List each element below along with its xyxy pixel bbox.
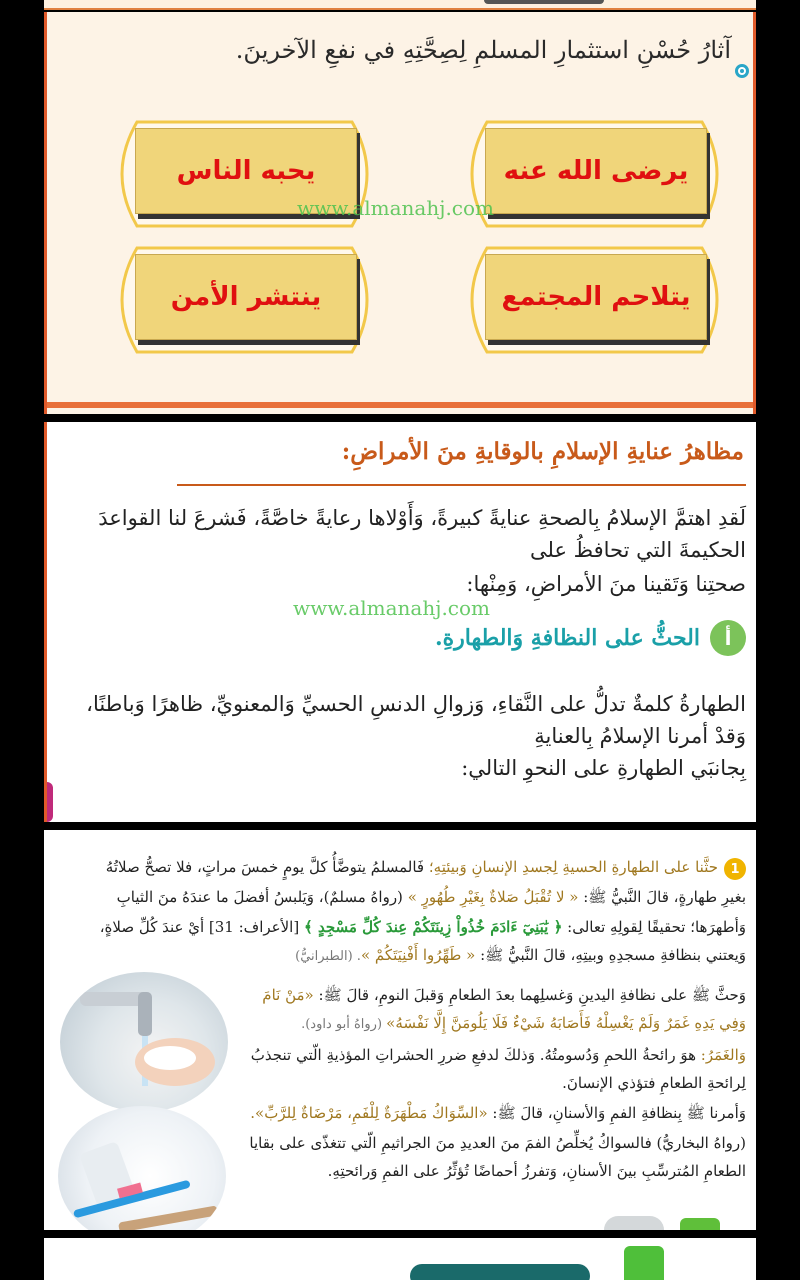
line-text: فَالمسلمُ يتوضَّأُ كلَّ يومٍ خمسَ مراتٍ، فلا تصحُّ صلاتُهُ xyxy=(105,858,425,876)
slide-title: آثارُ حُسْنِ استثمارِ المسلمِ لِصِحَّتِهِ في نفعِ الآخرينَ. xyxy=(235,36,731,64)
text-line-2 xyxy=(52,886,746,908)
line-text: (رواهُ مسلمٌ)، وَيَلبسُ أفضلَ ما عندَهُ منَ الثيابِ xyxy=(116,888,408,906)
text-line-7 xyxy=(52,1044,746,1066)
purity-paragraph-line-1: الطهارةُ كلمةٌ تدلُّ على النَّقاءِ، وَزوالِ الدنسِ الحسيِّ وَالمعنويِّ، ظاهرًا وَباطنًا، وَقدْ أمرنا الإسلامُ بِالعنايةِ xyxy=(86,692,746,748)
text-line-4 xyxy=(52,944,746,968)
line-text: وَحثَّ ﷺ على نظافةِ اليدينِ وَغسلِهما بعدَ الطعامِ وَقبلَ النومِ، قالَ ﷺ: xyxy=(313,986,746,1004)
source-citation: . (الطبرانيُّ) xyxy=(295,949,361,964)
purity-paragraph-line-2: بِجانبَي الطهارةِ على النحوِ التالي: xyxy=(461,756,746,780)
strip-fragment xyxy=(484,0,604,4)
hadith-quote: وَفِي يَدِهِ غَمَرٌ وَلَمْ يَغْسِلْهُ فَأَصَابَهُ شَيْءٌ فَلَا يَلُومَنَّ إِلَّا نَفْسَهُ» xyxy=(386,1014,746,1032)
line-text: وَيعتني بنظافةِ مسجدِهِ وبيتِهِ، قالَ النَّبيُّ ﷺ: xyxy=(475,946,746,964)
text-line-5 xyxy=(52,984,746,1006)
slide-effects-of-health xyxy=(44,12,756,414)
effect-label: يتلاحم المجتمع xyxy=(485,254,707,340)
hadith-quote: «مَنْ نَامَ xyxy=(262,986,314,1004)
line-text: وَأطهرَها؛ تحقيقًا لِقولِهِ تعالى: xyxy=(562,918,746,936)
term-label: وَالغَمَرُ: xyxy=(696,1046,746,1064)
hadith-quote: « طَهِّرُوا أَفْنِيَتَكُمْ » xyxy=(360,946,476,964)
effect-label: ينتشر الأمن xyxy=(135,254,357,340)
text-line-11: الطعامِ المُترسِّبِ بينَ الأسنانِ، وَتفرزُ أحماضًا تُؤثِّرُ على الفمِ وَرائحتِهِ. xyxy=(327,1162,746,1180)
next-page-fragment xyxy=(44,1238,756,1280)
intro-paragraph-line-2: صحتِنا وَتَقينا منَ الأمراضِ، وَمِنْها: xyxy=(466,572,746,596)
text-line-9 xyxy=(52,1102,746,1124)
effect-label: يحبه الناس xyxy=(135,128,357,214)
effect-box-4 xyxy=(107,244,382,356)
subheading-text: الحثُّ على النظافةِ وَالطهارةِ. xyxy=(435,625,700,651)
text-line-6 xyxy=(52,1012,746,1036)
watermark: www.almanahj.com xyxy=(293,596,491,620)
text-line-10: (رواهُ البخاريُّ) فالسواكُ يُخلِّصُ الفمَ منَ العديدِ منَ الجراثيمِ الّتي تتغذّى على بقايا xyxy=(249,1134,746,1152)
line-text: هوَ رائحةُ اللحمِ وَدُسومتُهُ. وَذلكَ لدفعِ ضررِ الحشراتِ المؤذيةِ الّتي تنجذبُ xyxy=(250,1046,696,1064)
page-edge-tab xyxy=(47,782,53,822)
line-text: [الأعراف: 31] أيْ عندَ كُلِّ صلاةٍ، xyxy=(99,918,304,936)
heading-underline xyxy=(177,484,746,486)
effect-label: يرضى الله عنه xyxy=(485,128,707,214)
slide-disease-prevention xyxy=(44,422,756,822)
bullet-icon xyxy=(735,64,749,78)
subheading-cleanliness xyxy=(435,620,746,656)
text-line-3 xyxy=(52,916,746,938)
page-bottom-fragment xyxy=(604,1216,664,1230)
page-bottom-green-tab xyxy=(680,1218,720,1230)
line-text: وَأمرنا ﷺ بِنظافةِ الفمِ وَالأسنانِ، قالَ ﷺ: xyxy=(487,1104,746,1122)
effect-box-1 xyxy=(457,118,732,230)
decorative-green-block xyxy=(624,1246,664,1280)
subheading-number-badge: أ xyxy=(710,620,746,656)
item-heading: حثَّنا على الطهارةِ الحسيةِ لِجسدِ الإنسانِ وَبيئتِهِ؛ xyxy=(428,858,718,876)
decorative-banner-fragment xyxy=(410,1264,590,1280)
section-heading: مظاهرُ عنايةِ الإسلامِ بالوقايةِ منَ الأمراضِ: xyxy=(341,438,744,465)
text-line-1 xyxy=(52,856,718,878)
quran-verse: ﴿ يَٰبَنِيٓ ءَادَمَ خُذُواْ زِينَتَكُمْ عِندَ كُلِّ مَسْجِدٍ ﴾ xyxy=(303,918,563,936)
effect-box-3 xyxy=(457,244,732,356)
line-text: بغيرِ طهارةٍ، قالَ النَّبيُّ ﷺ: xyxy=(578,888,746,906)
source-citation: (رواهُ أبو داود). xyxy=(301,1017,387,1032)
top-page-strip xyxy=(44,0,756,10)
intro-paragraph-line-1: لَقدِ اهتمَّ الإسلامُ بِالصحةِ عنايةً كبيرةً، وَأَوْلاها رعايةً خاصَّةً، فَشرعَ لنا القواعدَ الحكيمةَ التي تحافظُ على xyxy=(98,506,746,562)
hadith-quote: « لا تُقْبَلُ صَلاةٌ بِغَيْرِ طُهُورٍ » xyxy=(407,888,579,906)
hadith-quote: «السِّوَاكُ مَطْهَرَةٌ لِلْفَمِ، مَرْضَاةٌ لِلرَّبِّ». xyxy=(250,1104,488,1122)
slide-bottom-border xyxy=(47,402,753,408)
item-number-badge: 1 xyxy=(724,858,746,880)
watermark: www.almanahj.com xyxy=(297,196,495,220)
text-line-8: لِرائحةِ الطعامِ فتؤذي الإنسانَ. xyxy=(562,1074,746,1092)
textbook-page-physical-purity xyxy=(44,830,756,1230)
